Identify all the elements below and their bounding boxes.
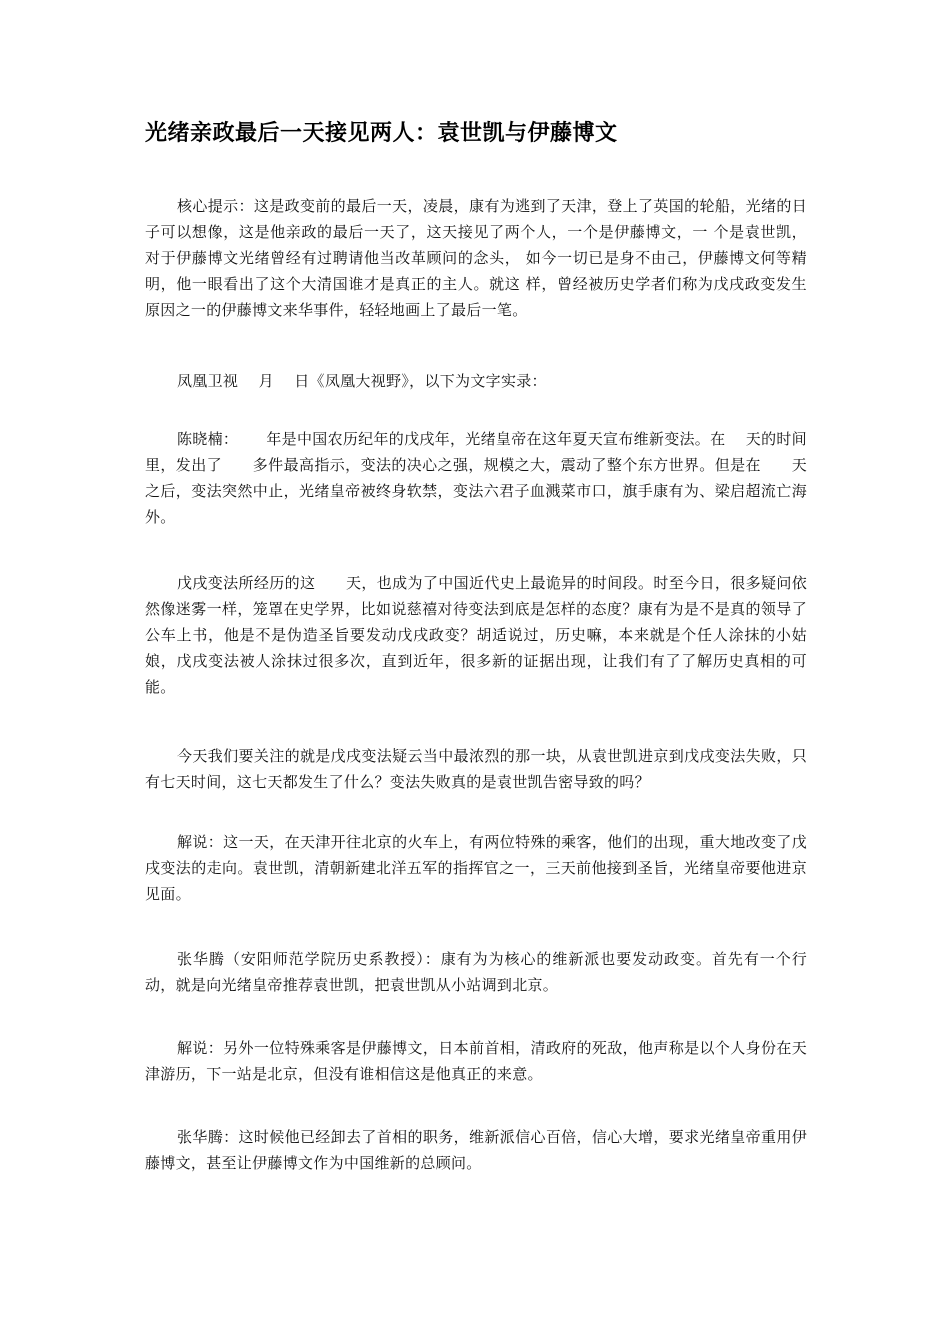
paragraph-narration-ito: 解说：另外一位特殊乘客是伊藤博文，日本前首相，清政府的死敌，他声称是以个人身份在天津游历，下一站是北京，但没有谁相信这是他真正的来意。: [145, 1039, 807, 1083]
paragraph-today-focus: 今天我们要关注的就是戊戌变法疑云当中最浓烈的那一块，从袁世凯进京到戊戌变法失败，只有七天时间，这七天都发生了什么？变法失败真的是袁世凯告密导致的吗？: [145, 747, 807, 791]
paragraph-zhang-huateng-2: 张华腾：这时候他已经卸去了首相的职务，维新派信心百倍，信心大增，要求光绪皇帝重用伊藤博文，甚至让伊藤博文作为中国维新的总顾问。: [145, 1128, 807, 1172]
paragraph-zhang-huateng-1: 张华腾（安阳师范学院历史系教授）：康有为为核心的维新派也要发动政变。首先有一个行动，就是向光绪皇帝推荐袁世凯，把袁世凯从小站调到北京。: [145, 950, 807, 994]
paragraph-chen-xiaonan: 陈晓楠： 年是中国农历纪年的戊戌年，光绪皇帝在这年夏天宣布维新变法。在 天的时间里，发出了 多件最高指示，变法的决心之强，规模之大，震动了整个东方世界。但是在 天之后，变法突然中止，光绪皇帝被终身软禁，变法六君子血溅菜市口，旗手康有为、梁启超流亡海外。: [145, 430, 807, 526]
page-title: 光绪亲政最后一天接见两人：袁世凯与伊藤博文: [145, 121, 618, 146]
paragraph-source: 凤凰卫视 月 日《凤凰大视野》，以下为文字实录：: [177, 372, 547, 390]
paragraph-wuxu-reform: 戊戌变法所经历的这 天，也成为了中国近代史上最诡异的时间段。时至今日，很多疑问依然像迷雾一样，笼罩在史学界，比如说慈禧对待变法到底是怎样的态度？康有为是不是真的领导了公车上书，他是不是伪造圣旨要发动戊戌政变？胡适说过，历史嘛，本来就是个任人涂抹的小姑娘，戊戌变法被人涂抹过很多次，直到近年，很多新的证据出现，让我们有了了解历史真相的可能。: [145, 574, 807, 696]
paragraph-narration-train: 解说：这一天，在天津开往北京的火车上，有两位特殊的乘客，他们的出现，重大地改变了戊戌变法的走向。袁世凯，清朝新建北洋五军的指挥官之一，三天前他接到圣旨，光绪皇帝要他进京见面。: [145, 833, 807, 903]
paragraph-summary: 核心提示：这是政变前的最后一天，凌晨，康有为逃到了天津，登上了英国的轮船，光绪的日子可以想像，这是他亲政的最后一天了，这天接见了两个人，一个是伊藤博文，一 个是袁世凯，对于伊藤博文光绪曾经有过聘请他当改革顾问的念头， 如今一切已是身不由己，伊藤博文何等精明，他一眼看出了这个大清国谁才是真正的主人。就这 样，曾经被历史学者们称为戊戌政变发生原因之一的伊藤博文来华事件，轻轻地画上了最后一笔。: [145, 197, 807, 319]
